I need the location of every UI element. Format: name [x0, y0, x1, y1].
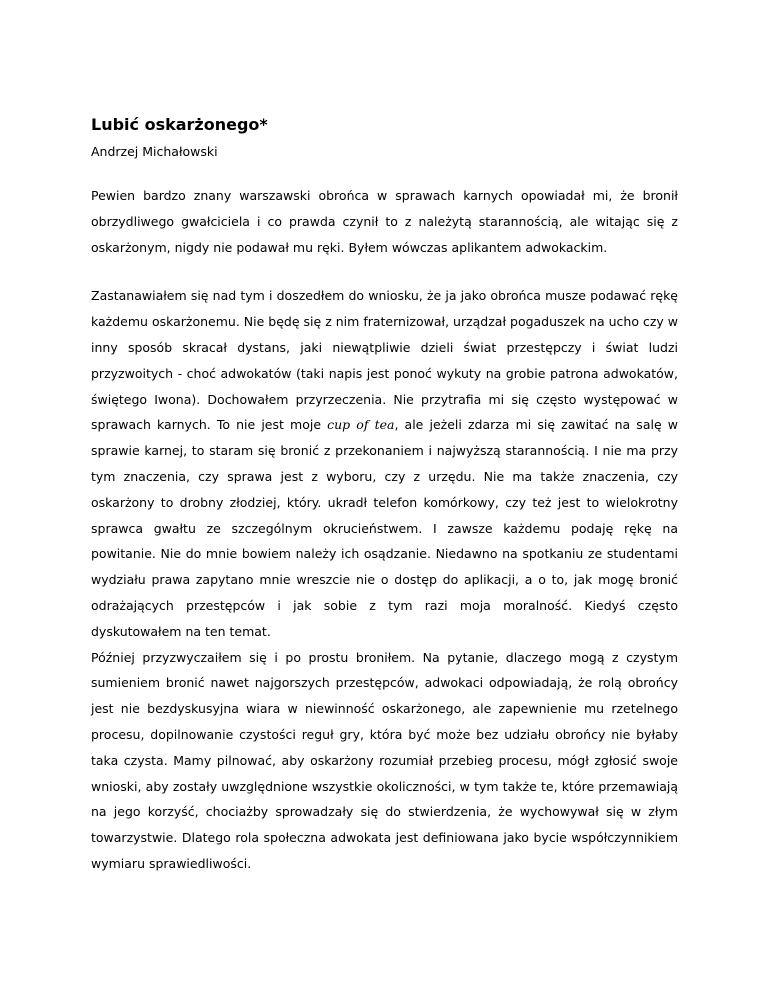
- paragraph-1: Pewien bardzo znany warszawski obrońca w sprawach karnych opowiadał mi, że bronił obrzydliwego gwałciciela i co prawda czynił to z należytą starannością, ale witając się z oskarżonym, nigdy nie podawał mu ręki. Byłem wówczas aplikantem adwokackim.: [91, 188, 678, 255]
- document-page: [91, 115, 678, 877]
- paragraph-2: [91, 283, 678, 644]
- paragraph-3: Później przyzwyczaiłem się i po prostu broniłem. Na pytanie, dlaczego mogą z czystym sumieniem bronić nawet najgorszych przestępców, adwokaci odpowiadają, że rolą obrońcy jest nie bezdyskusyjna wiara w niewinność oskarżonego, ale zapewnienie mu rzetelnego procesu, dopilnowanie czystości reguł gry, która być może bez udziału obrońcy nie byłaby taka czysta. Mamy pilnować, aby oskarżony rozumiał przebieg procesu, mógł zgłosić swoje wnioski, aby zostały uwzględnione wszystkie okoliczności, w tym także te, które przemawiają na jego korzyść, chociażby sprowadzały się do stwierdzenia, że wychowywał się w złym towarzystwie. Dlatego rola społeczna adwokata jest definiowana jako bycie współczynnikiem wymiaru sprawiedliwości.: [91, 649, 678, 871]
- document-author: Andrzej Michałowski: [91, 144, 218, 159]
- document-title: Lubić oskarżonego*: [91, 115, 268, 134]
- paragraph-2-text-end: , ale jeżeli zdarza mi się zawitać na salę w sprawie karnej, to staram się bronić z przekonaniem i najwyższą starannością. I nie ma przy tym znaczenia, czy sprawa jest z wyboru, czy z urzędu. Nie ma także znaczenia, czy oskarżony to drobny złodziej, który. ukradł telefon komórkowy, czy też jest to wielokrotny sprawca gwałtu ze szczególnym okrucieństwem. I zawsze każdemu podaję rękę na powitanie. Nie do mnie bowiem należy ich osądzanie. Niedawno na spotkaniu ze studentami wydziału prawa zapytano mnie wreszcie nie o dostęp do aplikacji, a o to, jak mogę bronić odrażających przestępców i jak sobie z tym razi moja moralność. Kiedyś często dyskutowałem na ten temat.: [91, 417, 678, 639]
- paragraph-2-text-start: Zastanawiałem się nad tym i doszedłem do wniosku, że ja jako obrońca musze podawać rękę każdemu oskarżonemu. Nie będę się z nim fraternizował, urządzał pogaduszek na ucho czy w inny sposób skracał dystans, jaki niewątpliwie dzieli świat przestępczy i świat ludzi przyzwoitych - choć adwokatów (taki napis jest ponoć wykuty na grobie patrona adwokatów, świętego Iwona). Dochowałem przyrzeczenia. Nie przytrafia mi się często występować w sprawach karnych. To nie jest moje: [91, 288, 678, 433]
- paragraph-2-italic-phrase: cup of tea: [327, 417, 395, 433]
